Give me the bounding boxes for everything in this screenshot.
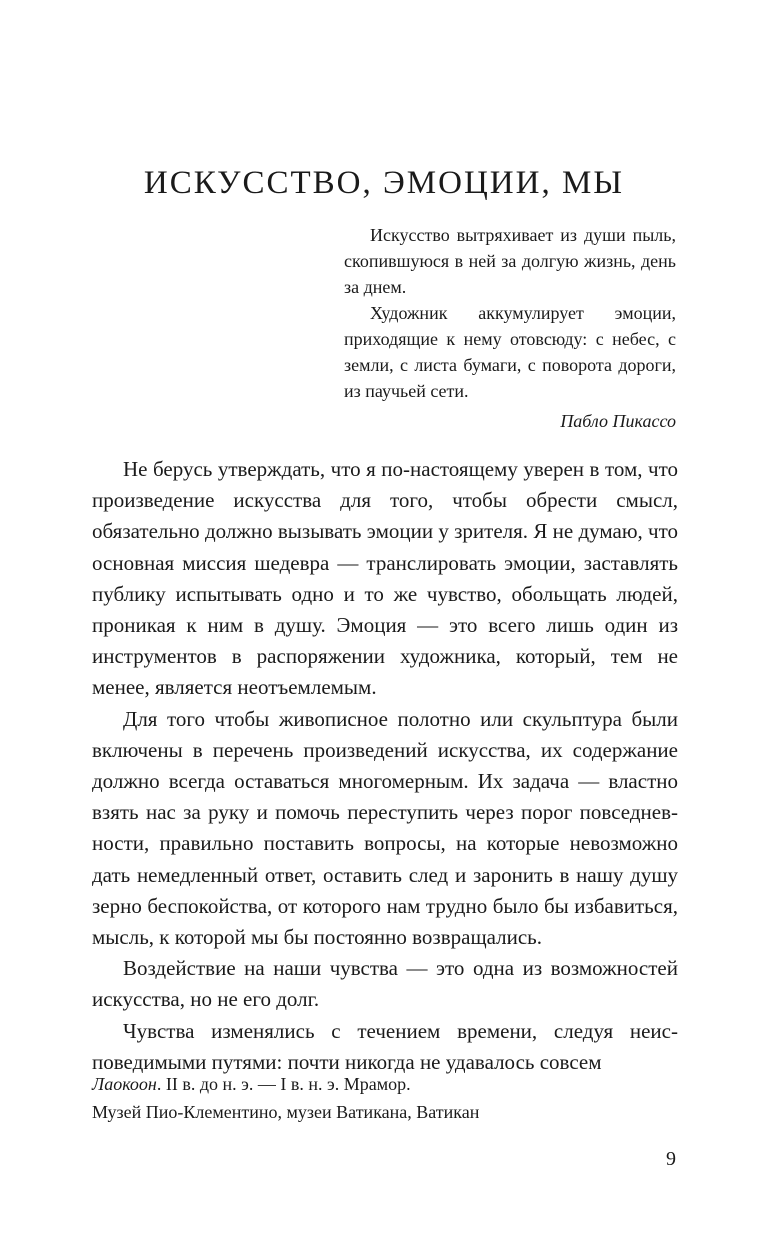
epigraph [344, 222, 676, 434]
caption-line-1 [92, 1070, 678, 1098]
epigraph-paragraph: Художник аккумулирует эмоции, приходящие к нему отовсюду: с небес, с земли, с листа бумаги, с поворота дороги, из паучьей сети. [344, 303, 676, 401]
page-number: 9 [666, 1148, 676, 1170]
caption-details: . II в. до н. э. — I в. н. э. Мрамор. [156, 1074, 411, 1094]
body-paragraph: Не берусь утверждать, что я по-настоящему уверен в том, что произведение искусства для того, чтобы обрести смысл, обязательно должно вызывать эмоции у зрителя. Я не думаю, что основная миссия шедевра — транслировать эмоции, заставлять публику испытывать одно и то же чувство, обольщать людей, проникая к ним в душу. Эмоция — это всего лишь один из инструментов в распоряжении художника, который, тем не менее, является неотъемлемым. [92, 457, 678, 700]
body-paragraph: Воздействие на наши чувства — это одна из возможностей искусства, но не его долг. [92, 956, 678, 1012]
epigraph-paragraph: Искусство вытряхивает из души пыль, скопившуюся в ней за долгую жизнь, день за днем. [344, 225, 676, 297]
body-paragraph: Чувства изменялись с течением времени, следуя неисповедимыми путями: почти никогда не удавалось совсем [92, 1018, 678, 1074]
caption-line-2: Музей Пио-Клементино, музеи Ватикана, Ватикан [92, 1102, 480, 1122]
chapter-title: ИСКУССТВО, ЭМОЦИИ, МЫ [143, 165, 625, 201]
body-text [92, 454, 678, 1078]
caption-work-title: Лаокоон [92, 1074, 157, 1094]
epigraph-author: Пабло Пикассо [560, 411, 676, 431]
body-paragraph: Для того чтобы живописное полотно или скульптура были включены в перечень произведений искусства, их содержание должно всегда оставаться многомерным. Их задача — властно взять нас за руку и помочь переступить через порог повседневности, правильно поставить вопросы, на которые невозможно дать немедленный ответ, оставить след и заронить в нашу душу зерно беспокойства, от которого нам трудно было бы избавиться, мысль, к которой мы бы постоянно возвращались. [92, 706, 678, 950]
image-caption [92, 1070, 678, 1126]
